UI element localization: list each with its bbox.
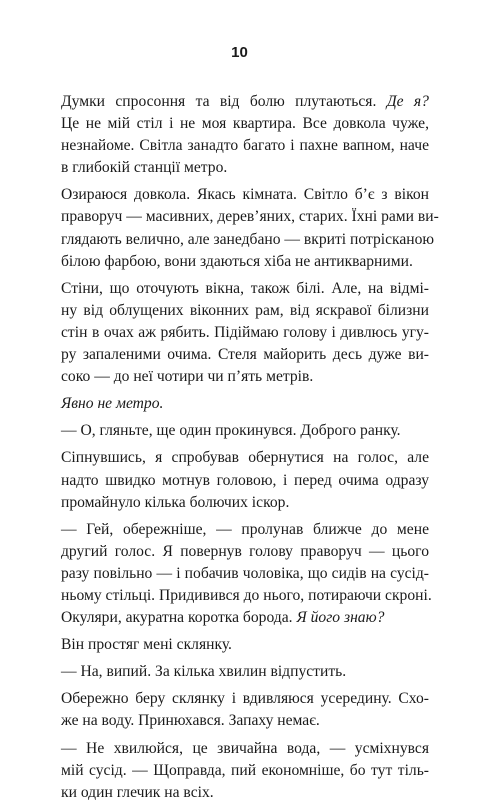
text-line <box>61 184 429 206</box>
paragraph <box>61 634 429 656</box>
text-line <box>61 300 429 322</box>
paragraph <box>61 420 429 442</box>
text-run: Стіни, що оточують вікна, також білі. Але, на відмі- <box>61 279 429 297</box>
paragraph <box>61 278 429 388</box>
text-run: ру запаленими очима. Стеля майорить десь дуже ви- <box>61 346 429 364</box>
text-line <box>61 661 429 683</box>
text-run: — Гей, обережніше, — пролунав ближче до мене <box>61 520 429 538</box>
text-line <box>61 688 429 710</box>
text-line <box>61 157 429 179</box>
text-run: Думки спросоння та від болю плутаються. <box>61 93 387 110</box>
text-line <box>61 563 429 585</box>
text-line <box>61 470 429 492</box>
text-line <box>61 738 429 760</box>
italic-text: Я його знаю? <box>296 609 385 627</box>
body-text <box>61 91 439 804</box>
text-run: — О, гляньте, ще один прокинувся. Доброго ранку. <box>61 422 401 440</box>
italic-text: Де я? <box>386 93 429 110</box>
text-line <box>61 782 429 804</box>
text-run: Озираюся довкола. Якась кімната. Світло б’є з вікон <box>61 186 429 204</box>
text-line <box>61 420 429 442</box>
paragraph <box>61 519 432 629</box>
text-run: Окуляри, акуратна коротка борода. <box>61 609 297 627</box>
text-run: білою фарбою, вони здаються хіба не антикварними. <box>61 252 413 270</box>
text-run: другий голос. Я повернув голову праворуч — цього <box>61 542 429 560</box>
paragraph <box>61 661 429 683</box>
text-run: незнайоме. Світла занадто багато і пахне вапном, наче <box>61 137 429 155</box>
text-run: надто швидко мотнув головою, і перед очима одразу <box>61 471 429 489</box>
paragraph <box>61 91 429 179</box>
text-line <box>61 492 429 514</box>
paragraph <box>61 393 429 415</box>
text-line <box>61 607 429 629</box>
text-run: — Не хвилюйся, це звичайна вода, — усміхнувся <box>61 739 429 757</box>
text-run: стін в очах аж рябить. Підіймаю голову і дивлюсь угу- <box>61 323 429 341</box>
text-line <box>61 447 429 469</box>
text-run: ки один глечик на всіх. <box>61 783 214 801</box>
text-line <box>61 710 429 732</box>
text-line <box>61 585 432 607</box>
text-line <box>61 519 429 541</box>
text-run: ньому стільці. Придивився до нього, потираючи скроні. <box>61 586 432 604</box>
text-line <box>61 344 429 366</box>
text-run: соко — до неї чотири чи п’ять метрів. <box>61 368 314 386</box>
paragraph <box>61 184 439 272</box>
text-run: Обережно беру склянку і вдивляюся усередину. Схо- <box>61 690 429 708</box>
text-line <box>61 113 429 135</box>
text-run: мій сусід. — Щоправда, пий економніше, бо тут тіль- <box>61 761 429 779</box>
text-run: ну від облущених віконних рам, від яскравої білизни <box>61 301 429 319</box>
text-run: промайнуло кілька болючих іскор. <box>61 493 290 511</box>
text-line <box>61 91 429 113</box>
text-run: разу повільно — і побачив чоловіка, що сидів на сусід- <box>61 564 429 582</box>
text-run: праворуч — масивних, дерев’яних, старих. Їхні рами ви- <box>61 208 439 226</box>
text-line <box>61 278 429 300</box>
text-line <box>61 366 429 388</box>
text-run: Сіпнувшись, я спробував обернутися на голос, але <box>61 449 429 467</box>
text-line <box>61 541 429 563</box>
text-line <box>61 322 429 344</box>
chapter-number: 10 <box>231 44 248 61</box>
text-run: Він простяг мені склянку. <box>61 636 232 654</box>
text-line <box>61 229 435 251</box>
text-run: — На, випий. За кілька хвилин відпустить. <box>61 663 347 681</box>
text-run: Це не мій стіл і не моя квартира. Все довкола чуже, <box>61 115 429 133</box>
text-line <box>61 206 439 228</box>
text-run: же на воду. Принюхався. Запаху немає. <box>61 712 320 730</box>
text-line <box>61 135 429 157</box>
italic-text: Явно не метро. <box>61 395 164 413</box>
paragraph <box>61 447 429 513</box>
text-line <box>61 634 429 656</box>
text-line <box>61 393 429 415</box>
text-run: глядають велично, але занедбано — вкриті потрісканою <box>61 230 435 248</box>
text-run: в глибокій станції метро. <box>61 159 228 177</box>
paragraph <box>61 688 429 732</box>
text-line <box>61 251 429 273</box>
